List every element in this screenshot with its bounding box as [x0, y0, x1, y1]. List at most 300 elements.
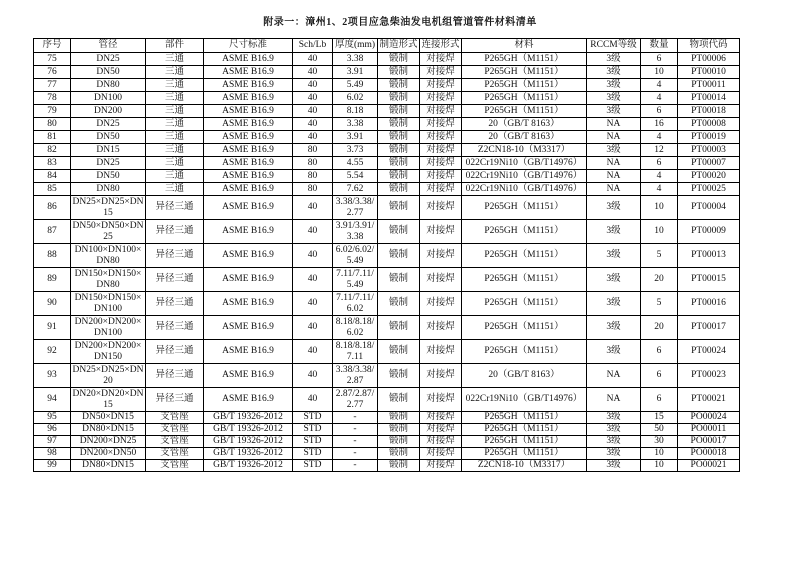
- table-cell: 3.91: [333, 131, 378, 144]
- table-cell: NA: [587, 118, 641, 131]
- table-cell: 异径三通: [146, 292, 204, 316]
- table-cell: PO00017: [678, 436, 740, 448]
- table-cell: 支管座: [146, 448, 204, 460]
- table-row: [34, 92, 740, 105]
- table-cell: 76: [34, 66, 71, 79]
- table-cell: 40: [293, 118, 333, 131]
- table-cell: 40: [293, 53, 333, 66]
- table-cell: 40: [293, 316, 333, 340]
- table-cell: DN50: [71, 170, 146, 183]
- table-cell: 7.11/7.11/5.49: [333, 268, 378, 292]
- table-cell: NA: [587, 170, 641, 183]
- table-cell: NA: [587, 157, 641, 170]
- table-cell: 3级: [587, 448, 641, 460]
- table-cell: ASME B16.9: [204, 118, 293, 131]
- table-cell: 锻制: [378, 364, 420, 388]
- table-cell: 80: [293, 144, 333, 157]
- table-cell: STD: [293, 412, 333, 424]
- table-cell: 支管座: [146, 460, 204, 472]
- table-cell: 锻制: [378, 244, 420, 268]
- table-row: [34, 157, 740, 170]
- table-cell: 20: [641, 268, 678, 292]
- table-cell: 3级: [587, 424, 641, 436]
- table-cell: 三通: [146, 79, 204, 92]
- table-cell: 7.62: [333, 183, 378, 196]
- table-cell: 40: [293, 292, 333, 316]
- table-cell: 87: [34, 220, 71, 244]
- column-header: 管径: [71, 39, 146, 53]
- table-cell: 锻制: [378, 340, 420, 364]
- table-cell: 对接焊: [420, 131, 462, 144]
- table-cell: 支管座: [146, 412, 204, 424]
- table-cell: 3.91/3.91/3.38: [333, 220, 378, 244]
- table-cell: 3级: [587, 79, 641, 92]
- table-cell: 91: [34, 316, 71, 340]
- table-cell: 022Cr19Ni10（GB/T14976）: [462, 183, 587, 196]
- table-cell: P265GH（M1151）: [462, 105, 587, 118]
- table-row: [34, 66, 740, 79]
- table-cell: 对接焊: [420, 144, 462, 157]
- table-cell: ASME B16.9: [204, 268, 293, 292]
- table-cell: 锻制: [378, 292, 420, 316]
- table-row: [34, 170, 740, 183]
- table-cell: NA: [587, 364, 641, 388]
- table-cell: STD: [293, 424, 333, 436]
- table-cell: GB/T 19326-2012: [204, 412, 293, 424]
- table-cell: 85: [34, 183, 71, 196]
- table-cell: DN200×DN200×DN150: [71, 340, 146, 364]
- table-cell: 40: [293, 244, 333, 268]
- table-cell: 对接焊: [420, 220, 462, 244]
- table-cell: 94: [34, 388, 71, 412]
- header-row: [34, 39, 740, 53]
- table-cell: 77: [34, 79, 71, 92]
- table-cell: ASME B16.9: [204, 79, 293, 92]
- table-cell: 40: [293, 92, 333, 105]
- table-cell: STD: [293, 460, 333, 472]
- table-cell: PO00011: [678, 424, 740, 436]
- table-cell: 20（GB/T 8163）: [462, 364, 587, 388]
- table-cell: 82: [34, 144, 71, 157]
- table-cell: ASME B16.9: [204, 244, 293, 268]
- table-cell: 锻制: [378, 448, 420, 460]
- table-cell: ASME B16.9: [204, 144, 293, 157]
- column-header: 物项代码: [678, 39, 740, 53]
- table-cell: Z2CN18-10（M3317）: [462, 460, 587, 472]
- table-row: [34, 412, 740, 424]
- table-row: [34, 196, 740, 220]
- table-cell: 对接焊: [420, 268, 462, 292]
- table-cell: 三通: [146, 118, 204, 131]
- table-cell: 30: [641, 436, 678, 448]
- table-cell: 异径三通: [146, 220, 204, 244]
- table-cell: DN80×DN15: [71, 460, 146, 472]
- table-cell: 93: [34, 364, 71, 388]
- table-cell: 40: [293, 196, 333, 220]
- table-cell: 40: [293, 79, 333, 92]
- table-cell: 80: [293, 170, 333, 183]
- table-cell: 3级: [587, 92, 641, 105]
- table-cell: 6.02: [333, 92, 378, 105]
- table-cell: PT00003: [678, 144, 740, 157]
- table-cell: 16: [641, 118, 678, 131]
- table-cell: 89: [34, 268, 71, 292]
- table-cell: 三通: [146, 53, 204, 66]
- table-cell: DN150×DN150×DN100: [71, 292, 146, 316]
- table-cell: 对接焊: [420, 340, 462, 364]
- table-cell: ASME B16.9: [204, 105, 293, 118]
- table-cell: STD: [293, 436, 333, 448]
- table-cell: 3级: [587, 53, 641, 66]
- table-cell: 5: [641, 244, 678, 268]
- table-cell: 5.54: [333, 170, 378, 183]
- table-cell: 锻制: [378, 220, 420, 244]
- table-cell: 对接焊: [420, 460, 462, 472]
- table-cell: 对接焊: [420, 66, 462, 79]
- table-cell: 84: [34, 170, 71, 183]
- table-cell: 80: [293, 183, 333, 196]
- table-cell: PT00015: [678, 268, 740, 292]
- table-cell: 4: [641, 170, 678, 183]
- table-row: [34, 460, 740, 472]
- table-cell: PO00024: [678, 412, 740, 424]
- table-cell: 对接焊: [420, 183, 462, 196]
- table-cell: Z2CN18-10（M3317）: [462, 144, 587, 157]
- table-row: [34, 268, 740, 292]
- table-cell: GB/T 19326-2012: [204, 436, 293, 448]
- table-cell: 96: [34, 424, 71, 436]
- table-cell: 锻制: [378, 105, 420, 118]
- table-cell: 对接焊: [420, 105, 462, 118]
- table-cell: NA: [587, 388, 641, 412]
- table-cell: 80: [34, 118, 71, 131]
- table-cell: P265GH（M1151）: [462, 424, 587, 436]
- table-cell: 对接焊: [420, 92, 462, 105]
- table-cell: 40: [293, 66, 333, 79]
- table-cell: 88: [34, 244, 71, 268]
- table-cell: 80: [293, 157, 333, 170]
- table-row: [34, 364, 740, 388]
- table-cell: 40: [293, 340, 333, 364]
- column-header: 制造形式: [378, 39, 420, 53]
- table-cell: 3级: [587, 244, 641, 268]
- table-cell: 对接焊: [420, 170, 462, 183]
- table-cell: 3级: [587, 292, 641, 316]
- table-row: [34, 436, 740, 448]
- table-cell: DN200×DN50: [71, 448, 146, 460]
- table-row: [34, 220, 740, 244]
- table-cell: ASME B16.9: [204, 340, 293, 364]
- table-cell: 对接焊: [420, 118, 462, 131]
- table-cell: 锻制: [378, 92, 420, 105]
- table-cell: -: [333, 448, 378, 460]
- table-cell: GB/T 19326-2012: [204, 460, 293, 472]
- table-cell: 81: [34, 131, 71, 144]
- column-header: 材料: [462, 39, 587, 53]
- table-cell: PT00017: [678, 316, 740, 340]
- table-cell: 对接焊: [420, 424, 462, 436]
- table-cell: 98: [34, 448, 71, 460]
- table-cell: 对接焊: [420, 316, 462, 340]
- table-cell: 3级: [587, 220, 641, 244]
- table-cell: 支管座: [146, 436, 204, 448]
- column-header: 数量: [641, 39, 678, 53]
- table-cell: 锻制: [378, 53, 420, 66]
- table-cell: P265GH（M1151）: [462, 412, 587, 424]
- column-header: 序号: [34, 39, 71, 53]
- table-cell: 7.11/7.11/6.02: [333, 292, 378, 316]
- table-cell: PO00021: [678, 460, 740, 472]
- table-cell: 锻制: [378, 170, 420, 183]
- table-cell: PO00018: [678, 448, 740, 460]
- table-cell: 12: [641, 144, 678, 157]
- table-cell: PT00006: [678, 53, 740, 66]
- table-cell: DN100: [71, 92, 146, 105]
- table-row: [34, 144, 740, 157]
- table-cell: 锻制: [378, 66, 420, 79]
- table-cell: 异径三通: [146, 244, 204, 268]
- table-row: [34, 244, 740, 268]
- table-cell: 8.18/8.18/7.11: [333, 340, 378, 364]
- table-cell: DN200×DN200×DN100: [71, 316, 146, 340]
- table-cell: PT00007: [678, 157, 740, 170]
- table-cell: DN25: [71, 157, 146, 170]
- table-row: [34, 105, 740, 118]
- table-cell: 锻制: [378, 79, 420, 92]
- table-row: [34, 424, 740, 436]
- table-cell: 锻制: [378, 436, 420, 448]
- table-cell: PT00016: [678, 292, 740, 316]
- table-cell: 锻制: [378, 316, 420, 340]
- table-cell: 8.18/8.18/6.02: [333, 316, 378, 340]
- table-cell: 锻制: [378, 144, 420, 157]
- table-cell: ASME B16.9: [204, 196, 293, 220]
- table-cell: 4: [641, 131, 678, 144]
- table-cell: 锻制: [378, 157, 420, 170]
- column-header: Sch/Lb: [293, 39, 333, 53]
- table-cell: 5.49: [333, 79, 378, 92]
- table-cell: P265GH（M1151）: [462, 79, 587, 92]
- table-cell: 锻制: [378, 412, 420, 424]
- table-row: [34, 79, 740, 92]
- table-cell: ASME B16.9: [204, 220, 293, 244]
- table-cell: 锻制: [378, 183, 420, 196]
- table-cell: 4: [641, 92, 678, 105]
- table-row: [34, 448, 740, 460]
- table-cell: 3.38: [333, 118, 378, 131]
- table-cell: 40: [293, 268, 333, 292]
- table-cell: PT00024: [678, 340, 740, 364]
- table-cell: 异径三通: [146, 316, 204, 340]
- table-cell: 3级: [587, 316, 641, 340]
- table-cell: ASME B16.9: [204, 66, 293, 79]
- table-cell: 10: [641, 196, 678, 220]
- table-cell: 3.91: [333, 66, 378, 79]
- table-cell: 40: [293, 364, 333, 388]
- table-cell: 3.38/3.38/2.87: [333, 364, 378, 388]
- table-cell: 40: [293, 131, 333, 144]
- table-cell: 三通: [146, 92, 204, 105]
- table-cell: ASME B16.9: [204, 92, 293, 105]
- table-cell: 对接焊: [420, 448, 462, 460]
- table-cell: PT00023: [678, 364, 740, 388]
- table-cell: 20（GB/T 8163）: [462, 118, 587, 131]
- table-row: [34, 292, 740, 316]
- table-cell: -: [333, 412, 378, 424]
- table-cell: PT00008: [678, 118, 740, 131]
- table-cell: DN50×DN50×DN25: [71, 220, 146, 244]
- table-cell: 6: [641, 157, 678, 170]
- table-cell: 2.87/2.87/2.77: [333, 388, 378, 412]
- table-cell: 4: [641, 79, 678, 92]
- table-cell: P265GH（M1151）: [462, 196, 587, 220]
- table-cell: 锻制: [378, 388, 420, 412]
- table-cell: 79: [34, 105, 71, 118]
- column-header: 连接形式: [420, 39, 462, 53]
- table-cell: 三通: [146, 144, 204, 157]
- table-cell: ASME B16.9: [204, 170, 293, 183]
- table-cell: 6: [641, 364, 678, 388]
- table-cell: DN20×DN20×DN15: [71, 388, 146, 412]
- table-cell: 锻制: [378, 131, 420, 144]
- table-cell: 3级: [587, 460, 641, 472]
- table-cell: DN15: [71, 144, 146, 157]
- table-cell: PT00013: [678, 244, 740, 268]
- table-cell: 3级: [587, 436, 641, 448]
- table-cell: P265GH（M1151）: [462, 292, 587, 316]
- table-cell: 78: [34, 92, 71, 105]
- table-cell: PT00025: [678, 183, 740, 196]
- table-cell: 97: [34, 436, 71, 448]
- materials-table: [33, 38, 740, 472]
- table-cell: 95: [34, 412, 71, 424]
- column-header: 厚度(mm): [333, 39, 378, 53]
- table-cell: PT00019: [678, 131, 740, 144]
- table-cell: 异径三通: [146, 340, 204, 364]
- table-cell: 对接焊: [420, 53, 462, 66]
- table-cell: 86: [34, 196, 71, 220]
- table-cell: DN50: [71, 131, 146, 144]
- table-cell: 92: [34, 340, 71, 364]
- table-cell: 三通: [146, 170, 204, 183]
- table-cell: DN80: [71, 183, 146, 196]
- table-cell: P265GH（M1151）: [462, 268, 587, 292]
- table-cell: 5: [641, 292, 678, 316]
- table-cell: -: [333, 424, 378, 436]
- table-cell: 对接焊: [420, 412, 462, 424]
- table-cell: 三通: [146, 157, 204, 170]
- table-cell: 对接焊: [420, 388, 462, 412]
- table-cell: P265GH（M1151）: [462, 220, 587, 244]
- table-cell: DN25×DN25×DN15: [71, 196, 146, 220]
- table-cell: 对接焊: [420, 79, 462, 92]
- table-cell: GB/T 19326-2012: [204, 424, 293, 436]
- table-cell: PT00004: [678, 196, 740, 220]
- table-cell: 3级: [587, 412, 641, 424]
- table-cell: ASME B16.9: [204, 183, 293, 196]
- table-cell: ASME B16.9: [204, 388, 293, 412]
- table-cell: 20: [641, 316, 678, 340]
- table-cell: PT00010: [678, 66, 740, 79]
- table-cell: 10: [641, 220, 678, 244]
- table-cell: ASME B16.9: [204, 292, 293, 316]
- table-cell: 锻制: [378, 118, 420, 131]
- table-cell: 20（GB/T 8163）: [462, 131, 587, 144]
- column-header: RCCM等级: [587, 39, 641, 53]
- table-cell: ASME B16.9: [204, 157, 293, 170]
- table-cell: GB/T 19326-2012: [204, 448, 293, 460]
- table-cell: 三通: [146, 183, 204, 196]
- table-row: [34, 53, 740, 66]
- table-cell: 三通: [146, 66, 204, 79]
- table-cell: 4: [641, 183, 678, 196]
- table-row: [34, 388, 740, 412]
- table-cell: 6.02/6.02/5.49: [333, 244, 378, 268]
- table-cell: 异径三通: [146, 364, 204, 388]
- table-cell: 6: [641, 340, 678, 364]
- table-cell: P265GH（M1151）: [462, 436, 587, 448]
- table-cell: 40: [293, 105, 333, 118]
- table-cell: 对接焊: [420, 157, 462, 170]
- table-cell: ASME B16.9: [204, 53, 293, 66]
- table-cell: 对接焊: [420, 364, 462, 388]
- table-cell: PT00020: [678, 170, 740, 183]
- table-cell: 锻制: [378, 196, 420, 220]
- table-cell: 40: [293, 220, 333, 244]
- table-cell: DN200: [71, 105, 146, 118]
- table-cell: ASME B16.9: [204, 131, 293, 144]
- table-cell: PT00009: [678, 220, 740, 244]
- table-cell: 3.73: [333, 144, 378, 157]
- table-cell: 4.55: [333, 157, 378, 170]
- table-cell: 6: [641, 105, 678, 118]
- table-row: [34, 131, 740, 144]
- table-cell: 15: [641, 412, 678, 424]
- table-cell: 异径三通: [146, 388, 204, 412]
- table-cell: 3级: [587, 66, 641, 79]
- table-cell: 对接焊: [420, 196, 462, 220]
- table-cell: ASME B16.9: [204, 316, 293, 340]
- page-title: 附录一：漳州1、2项目应急柴油发电机组管道管件材料清单: [263, 17, 537, 28]
- table-cell: 锻制: [378, 424, 420, 436]
- table-cell: 10: [641, 460, 678, 472]
- table-cell: P265GH（M1151）: [462, 53, 587, 66]
- table-cell: PT00011: [678, 79, 740, 92]
- table-cell: 对接焊: [420, 436, 462, 448]
- table-cell: 10: [641, 448, 678, 460]
- table-cell: 3级: [587, 268, 641, 292]
- table-cell: NA: [587, 131, 641, 144]
- table-cell: PT00014: [678, 92, 740, 105]
- table-cell: 3级: [587, 340, 641, 364]
- table-cell: P265GH（M1151）: [462, 448, 587, 460]
- table-cell: P265GH（M1151）: [462, 340, 587, 364]
- table-cell: DN50×DN15: [71, 412, 146, 424]
- table-cell: DN150×DN150×DN80: [71, 268, 146, 292]
- table-cell: 6: [641, 53, 678, 66]
- table-cell: -: [333, 436, 378, 448]
- table-cell: 3级: [587, 105, 641, 118]
- table-cell: 锻制: [378, 268, 420, 292]
- table-cell: 50: [641, 424, 678, 436]
- table-cell: P265GH（M1151）: [462, 92, 587, 105]
- table-cell: NA: [587, 183, 641, 196]
- table-cell: DN100×DN100×DN80: [71, 244, 146, 268]
- column-header: 部件: [146, 39, 204, 53]
- table-row: [34, 118, 740, 131]
- table-cell: P265GH（M1151）: [462, 66, 587, 79]
- table-cell: 022Cr19Ni10（GB/T14976）: [462, 157, 587, 170]
